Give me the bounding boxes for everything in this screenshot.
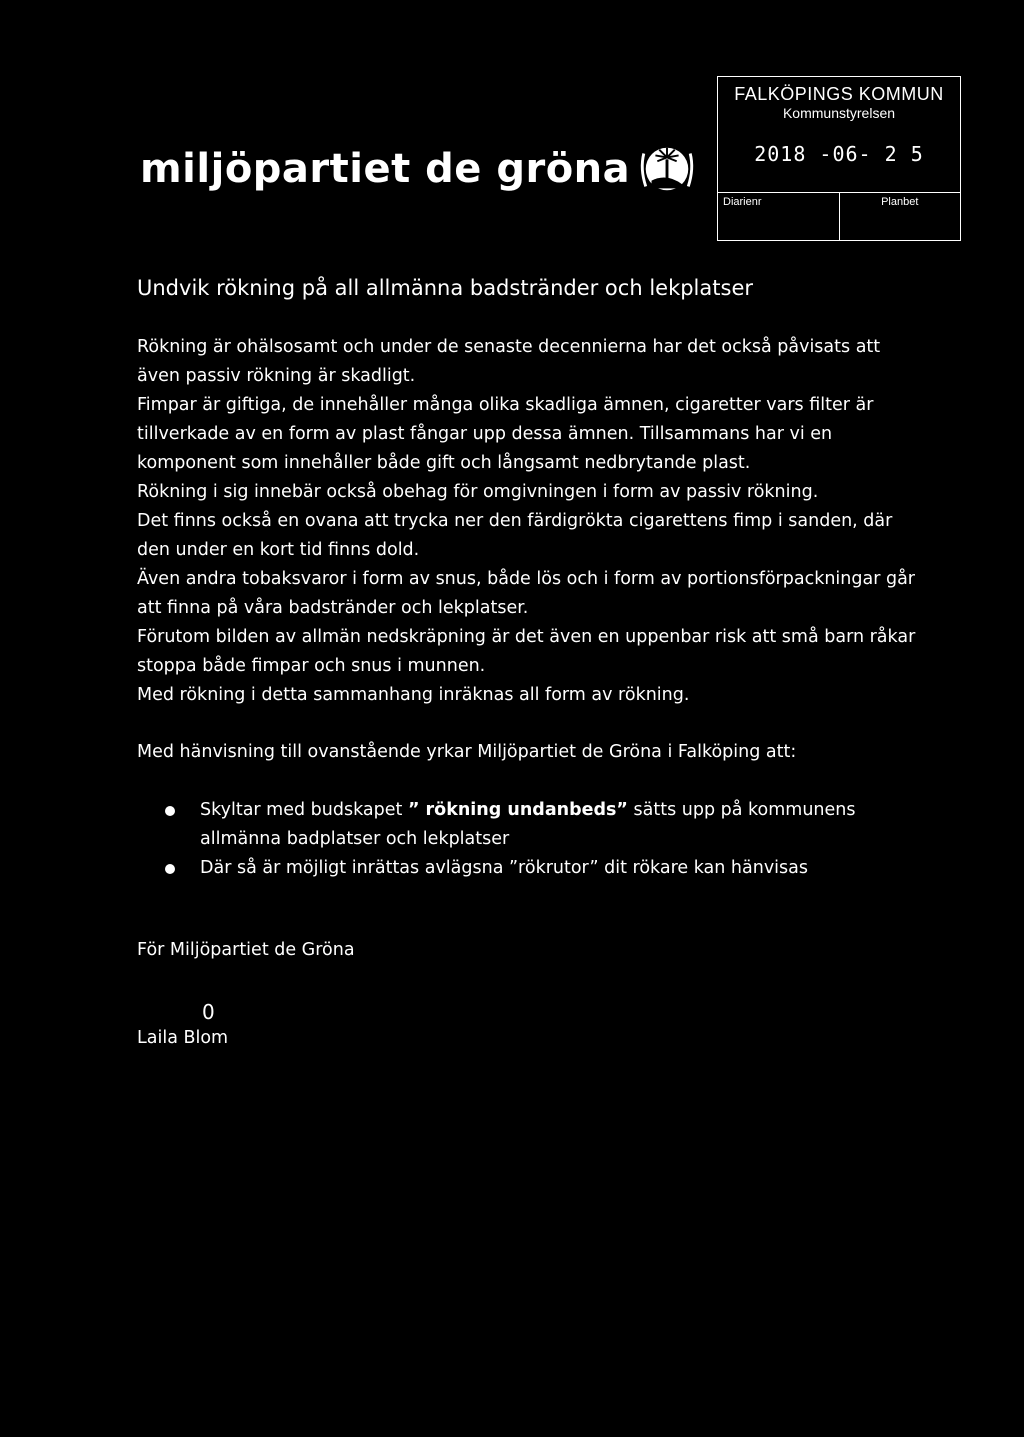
- paragraph: Rökning är ohälsosamt och under de senaste decennierna har det också påvisats att även passiv rökning är skadligt.: [137, 337, 881, 386]
- bullet-text: sätts upp på kommunens allmänna badplatser och lekplatser: [200, 800, 856, 849]
- stamp-date: 2018 -06- 2 5: [754, 142, 924, 166]
- paragraph: Det finns också en ovana att trycka ner den färdigrökta cigarettens fimp i sanden, där den under en kort tid finns dold.: [137, 511, 893, 560]
- received-stamp: [717, 76, 961, 241]
- stamp-cell-planbet: Planbet: [839, 193, 961, 240]
- document-body: [137, 333, 924, 710]
- bullet-text: Skyltar med budskapet: [200, 800, 408, 820]
- signature-for: För Miljöpartiet de Gröna: [137, 940, 355, 960]
- stamp-subtitle: Kommunstyrelsen: [782, 105, 896, 121]
- list-item: [137, 796, 924, 854]
- stamp-fields: [718, 192, 960, 240]
- bullet-bold-text: ” rökning undanbeds”: [407, 800, 628, 820]
- dandelion-logo-icon: [638, 140, 696, 198]
- bullet-icon: [165, 864, 175, 874]
- bullet-icon: [165, 806, 175, 816]
- paragraph: Förutom bilden av allmän nedskräpning är det även en uppenbar risk att små barn råkar stoppa både fimpar och snus i munnen.: [137, 627, 916, 676]
- list-item-text: Där så är möjligt inrättas avlägsna ”rökrutor” dit rökare kan hänvisas: [200, 858, 809, 878]
- party-logo: [140, 140, 696, 198]
- paragraph: Rökning i sig innebär också obehag för omgivningen i form av passiv rökning.: [137, 482, 819, 502]
- signature-mark: 0: [202, 1000, 215, 1024]
- paragraph: Även andra tobaksvaror i form av snus, både lös och i form av portionsförpackningar går att finna på våra badstränder och lekplatser.: [137, 569, 916, 618]
- stamp-cell-diarienr: Diarienr: [723, 196, 762, 208]
- stamp-title: FALKÖPINGS KOMMUN: [734, 84, 944, 104]
- document-title: Undvik rökning på all allmänna badstränder och lekplatser: [137, 276, 753, 300]
- list-item: [137, 854, 924, 883]
- demand-list: [137, 796, 924, 883]
- logo-text: miljöpartiet de gröna: [140, 146, 631, 192]
- signature-name: Laila Blom: [137, 1028, 229, 1048]
- paragraph: Med rökning i detta sammanhang inräknas all form av rökning.: [137, 685, 690, 705]
- demand-intro: Med hänvisning till ovanstående yrkar Miljöpartiet de Gröna i Falköping att:: [137, 742, 797, 762]
- list-item-text: [200, 796, 924, 854]
- paragraph: Fimpar är giftiga, de innehåller många olika skadliga ämnen, cigaretter vars filter är tillverkade av en form av plast fångar upp dessa ämnen. Tillsammans har vi en komponent som innehåller både gift och långsamt nedbrytande plast.: [137, 395, 874, 473]
